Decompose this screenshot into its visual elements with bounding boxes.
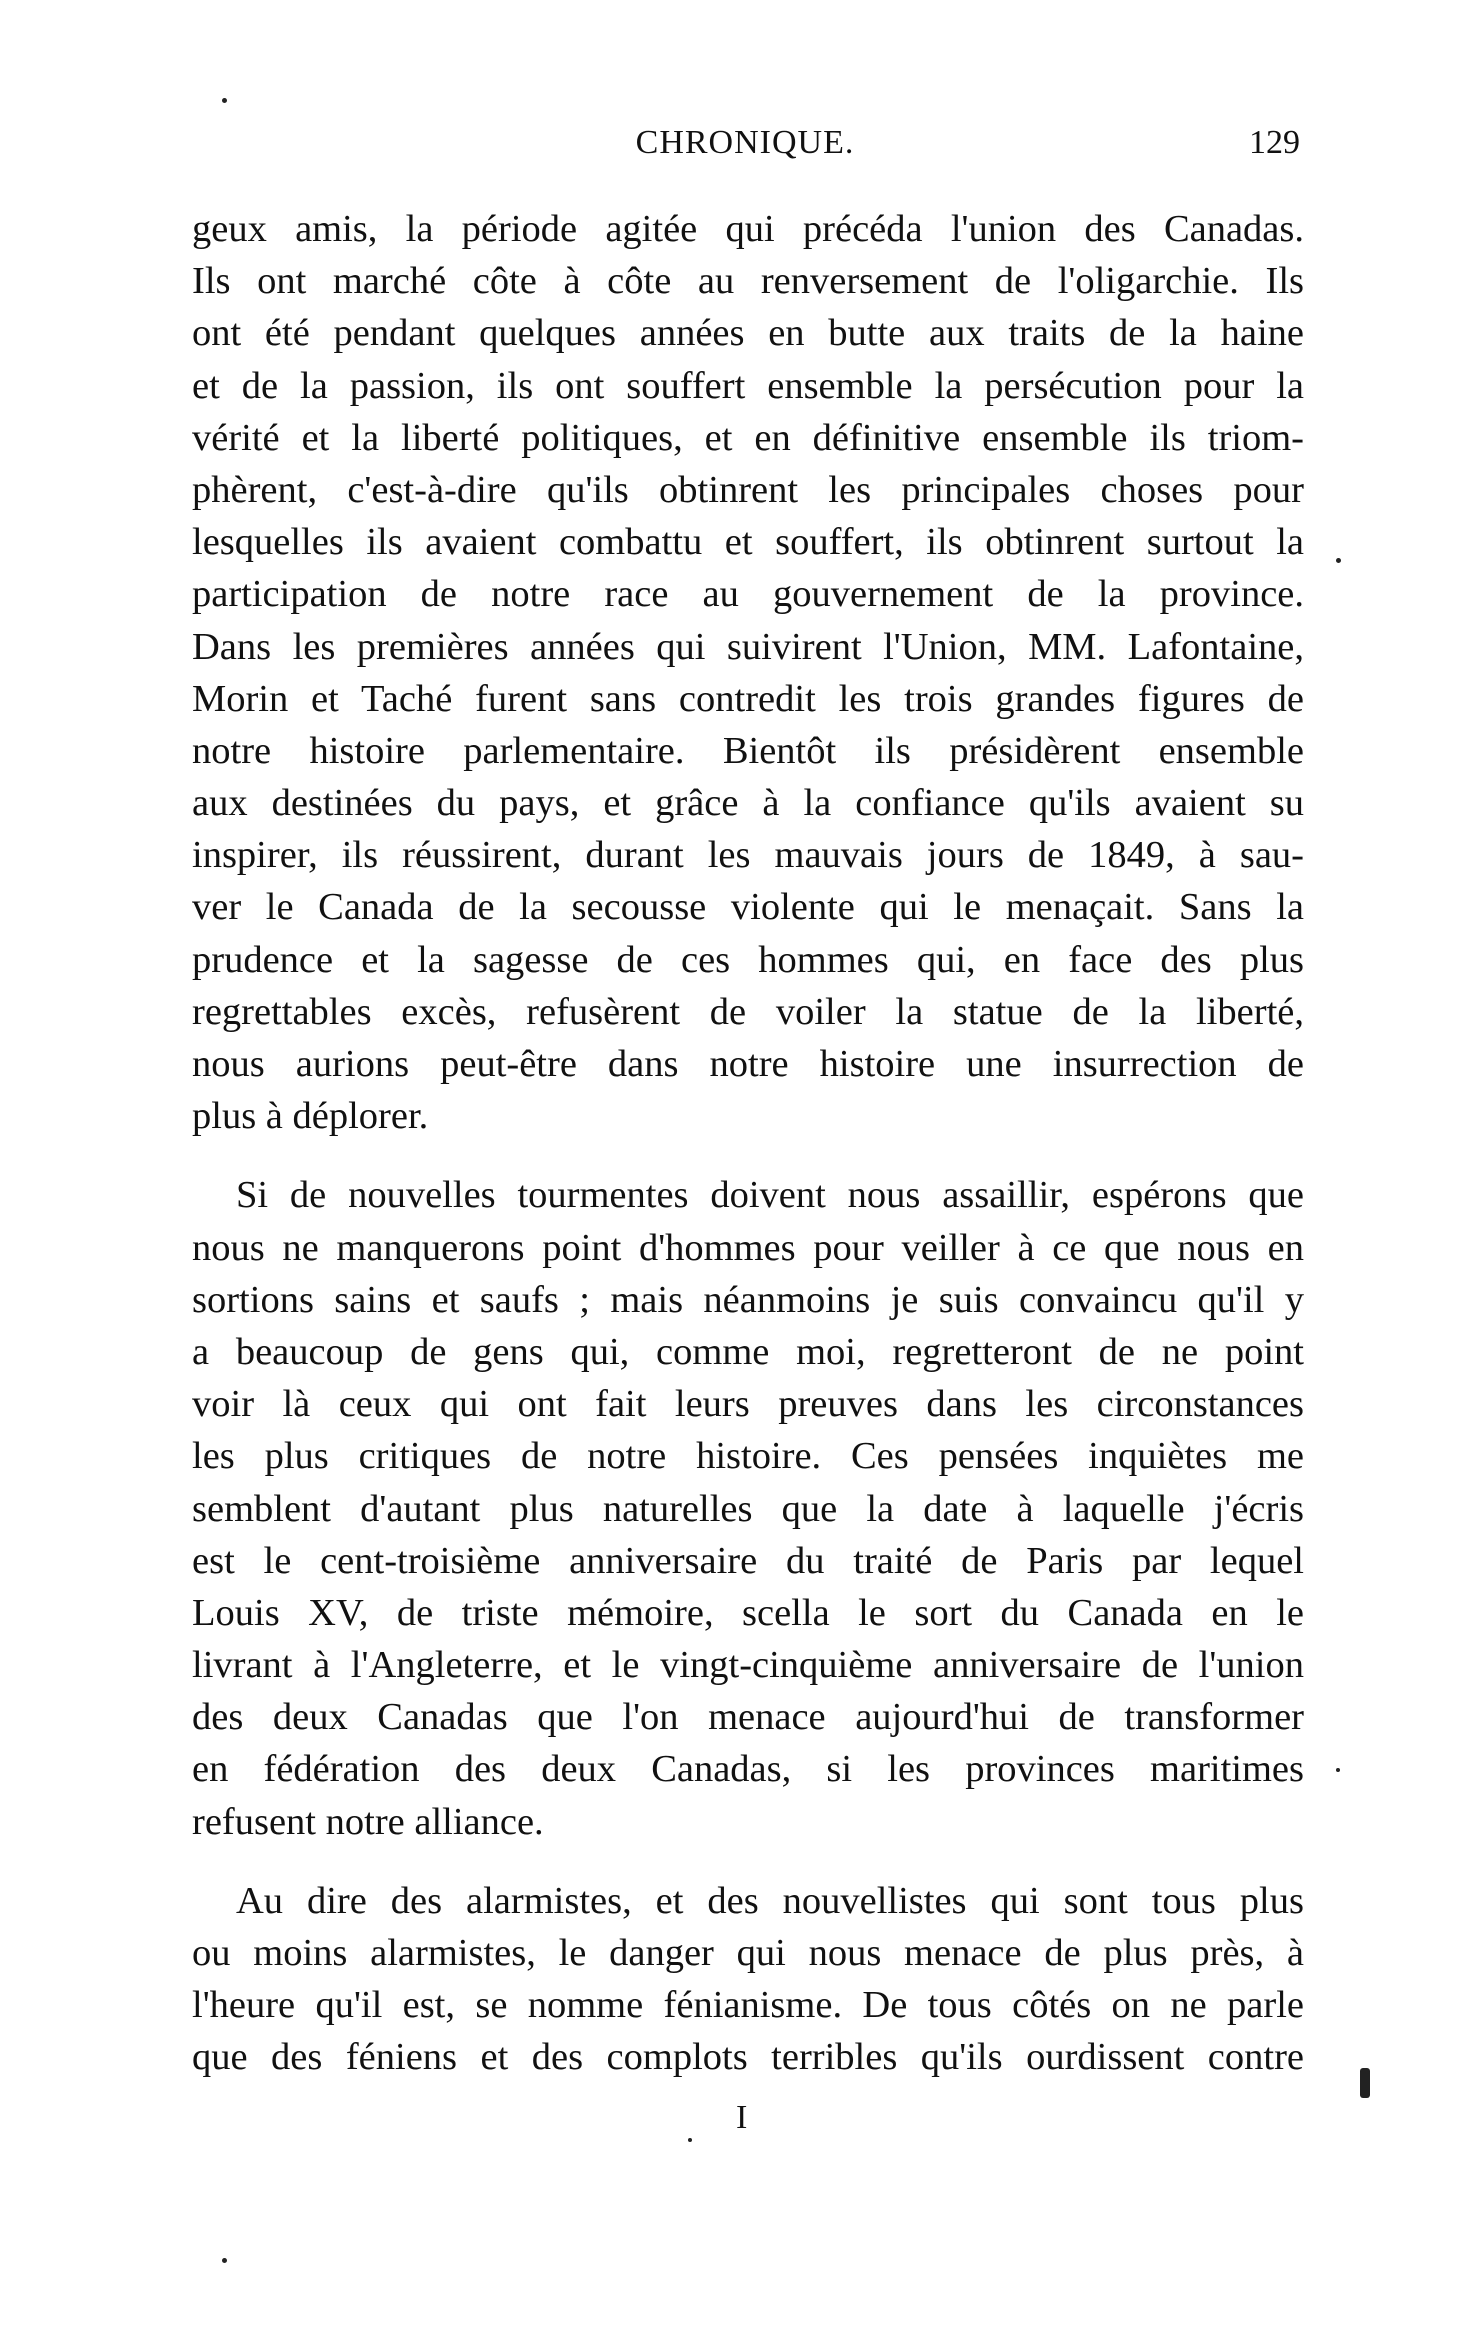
text-line: livrant à l'Angleterre, et le vingt-cinquième anniversaire de l'union xyxy=(192,1644,1304,1687)
text-line: des deux Canadas que l'on menace aujourd'hui de transformer xyxy=(192,1696,1304,1739)
text-line: semblent d'autant plus naturelles que la date à laquelle j'écris xyxy=(192,1487,1304,1530)
text-line: aux destinées du pays, et grâce à la confiance qu'ils avaient su xyxy=(192,782,1304,825)
ink-speck xyxy=(222,98,227,103)
text-line: ont été pendant quelques années en butte aux traits de la haine xyxy=(192,312,1304,355)
text-line: Morin et Taché furent sans contredit les trois grandes figures de xyxy=(192,677,1304,720)
running-head: CHRONIQUE. xyxy=(635,124,855,161)
text-line: Louis XV, de triste mémoire, scella le sort du Canada en le xyxy=(192,1591,1304,1634)
text-line: notre histoire parlementaire. Bientôt ils présidèrent ensemble xyxy=(192,729,1304,772)
text-line: voir là ceux qui ont fait leurs preuves dans les circonstances xyxy=(192,1383,1304,1426)
text-line: ou moins alarmistes, le danger qui nous menace de plus près, à xyxy=(192,1932,1304,1974)
text-line: participation de notre race au gouvernement de la province. xyxy=(192,573,1304,616)
text-line: ver le Canada de la secousse violente qui le menaçait. Sans la xyxy=(192,886,1304,929)
text-line: et de la passion, ils ont souffert ensemble la persécution pour la xyxy=(192,364,1304,407)
text-line: Au dire des alarmistes, et des nouvellistes qui sont tous plus xyxy=(236,1879,1304,1922)
ink-speck xyxy=(1336,1768,1340,1772)
ink-speck xyxy=(222,2258,227,2263)
text-line: regrettables excès, refusèrent de voiler la statue de la liberté, xyxy=(192,990,1304,1033)
paragraph-1 xyxy=(192,203,1304,1142)
text-line: est le cent-troisième anniversaire du traité de Paris par lequel xyxy=(192,1539,1304,1582)
page-number: 129 xyxy=(1249,124,1300,161)
text-line: Si de nouvelles tourmentes doivent nous assaillir, espérons que xyxy=(236,1174,1304,1217)
text-line: nous ne manquerons point d'hommes pour veiller à ce que nous en xyxy=(192,1226,1304,1269)
paragraph-gap xyxy=(192,1142,1304,1169)
text-line: a beaucoup de gens qui, comme moi, regretteront de ne point xyxy=(192,1330,1304,1373)
body-text xyxy=(192,203,1304,2084)
text-line: plus à déplorer. xyxy=(192,1095,429,1138)
page-header xyxy=(190,118,1300,168)
text-line: inspirer, ils réussirent, durant les mauvais jours de 1849, à sau- xyxy=(192,834,1304,877)
text-line: que des féniens et des complots terribles qu'ils ourdissent contre xyxy=(192,2036,1304,2079)
ink-speck xyxy=(688,2138,692,2142)
text-line: geux amis, la période agitée qui précéda l'union des Canadas. xyxy=(192,208,1304,250)
ink-speck xyxy=(1360,2068,1370,2098)
paragraph-gap xyxy=(192,1848,1304,1875)
text-line: en fédération des deux Canadas, si les provinces maritimes xyxy=(192,1748,1304,1791)
text-line: prudence et la sagesse de ces hommes qui, en face des plus xyxy=(192,938,1304,981)
paragraph-3 xyxy=(192,1875,1304,2084)
text-line: lesquelles ils avaient combattu et souffert, ils obtinrent surtout la xyxy=(192,521,1304,564)
text-line: vérité et la liberté politiques, et en définitive ensemble ils triom- xyxy=(192,416,1304,459)
text-line: l'heure qu'il est, se nomme fénianisme. De tous côtés on ne parle xyxy=(192,1984,1304,2027)
signature-mark: I xyxy=(736,2099,748,2136)
text-line: refusent notre alliance. xyxy=(192,1800,544,1843)
paragraph-2 xyxy=(192,1169,1304,1847)
text-line: sortions sains et saufs ; mais néanmoins je suis convaincu qu'il y xyxy=(192,1278,1304,1321)
text-line: Dans les premières années qui suivirent l'Union, MM. Lafontaine, xyxy=(192,625,1304,668)
ink-speck xyxy=(1336,558,1341,563)
text-line: phèrent, c'est-à-dire qu'ils obtinrent les principales choses pour xyxy=(192,468,1304,511)
text-line: les plus critiques de notre histoire. Ces pensées inquiètes me xyxy=(192,1435,1304,1478)
text-line: Ils ont marché côte à côte au renversement de l'oligarchie. Ils xyxy=(192,260,1304,303)
text-line: nous aurions peut-être dans notre histoire une insurrection de xyxy=(192,1043,1304,1085)
